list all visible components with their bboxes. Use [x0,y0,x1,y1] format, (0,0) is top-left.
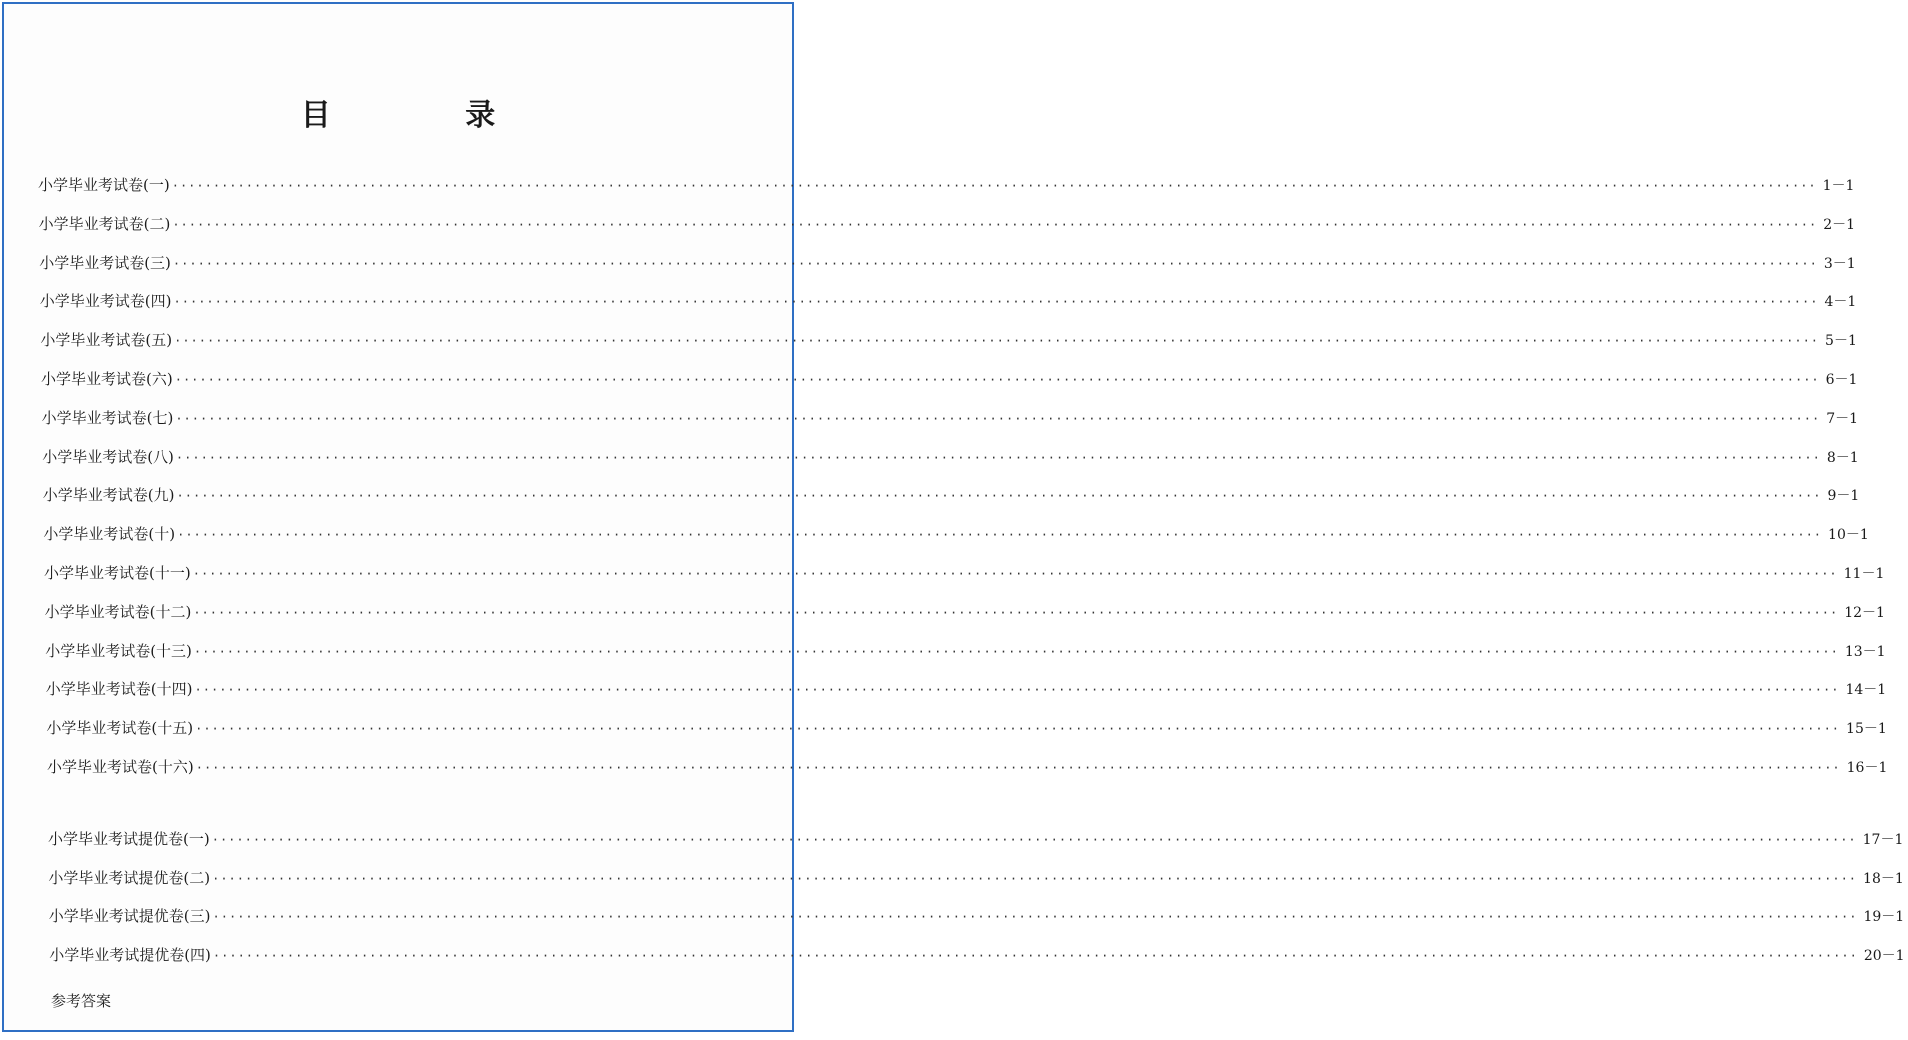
toc-entry[interactable] [41,368,1858,390]
toc-entry-title: 小学毕业考试卷(五) [40,331,173,350]
toc-entry[interactable] [44,562,1885,584]
toc-entry-page: 12－1 [1844,604,1885,621]
toc-entry-page: 3－1 [1823,255,1856,272]
toc-entry-page: 1－1 [1822,178,1855,194]
dot-leader: ········································································································································································································ [195,722,1841,737]
toc-entry-title: 小学毕业考试卷(九) [42,486,175,505]
toc-entry-title: 小学毕业考试卷(三) [39,253,171,272]
dot-leader: ········································································································································································································ [177,528,1823,543]
toc-entry-title: 小学毕业考试卷(十) [43,525,176,544]
toc-entry[interactable] [38,213,1856,235]
toc-entry[interactable] [47,756,1888,778]
toc-entry-page: 18－1 [1863,870,1904,887]
toc-entry-title: 小学毕业考试卷(十五) [46,719,194,738]
toc-entry-page: 17－1 [1862,832,1904,848]
dot-leader: ········································································································································································································ [212,910,1858,924]
dot-leader: ········································································································································································································ [174,373,1820,387]
toc-entry-page: 13－1 [1844,643,1886,660]
toc-entry-title: 小学毕业考试卷(二) [38,214,171,233]
toc-entry-page: 11－1 [1843,566,1885,582]
document-page [2,2,1905,1032]
toc-entry-title: 小学毕业考试卷(十三) [45,641,192,660]
dot-leader: ········································································································································································································ [212,948,1858,963]
toc-entry-title: 小学毕业考试提优卷(三) [48,907,211,925]
toc-entry-page: 16－1 [1846,760,1888,776]
toc-entry[interactable] [49,944,1905,966]
toc-entry[interactable] [45,640,1886,662]
dot-leader: ········································································································································································································ [194,683,1840,698]
toc-entry-page: 10－1 [1828,527,1869,544]
dot-leader: ········································································································································································································ [174,334,1820,349]
toc-entry[interactable] [42,446,1859,468]
toc-entry-page: 14－1 [1845,682,1887,699]
dot-leader: ········································································································································································································ [171,179,1817,193]
toc-entry[interactable] [48,867,1904,889]
toc-entry[interactable] [48,905,1905,927]
toc-entry-title: 小学毕业考试提优卷(一) [48,830,210,848]
toc-entry-page: 15－1 [1846,721,1887,738]
toc-entry-title: 小学毕业考试卷(一) [38,176,170,194]
dot-leader: ········································································································································································································ [175,411,1821,426]
toc-entry-page: 5－1 [1825,333,1857,350]
dot-leader: ········································································································································································································ [212,871,1858,886]
toc-entry-title: 小学毕业考试卷(七) [41,408,174,427]
dot-leader: ········································································································································································································ [172,217,1818,232]
dot-leader: ········································································································································································································ [195,761,1841,775]
toc-entry[interactable] [38,174,1855,196]
toc-entry[interactable] [41,407,1859,429]
toc-entry-page: 6－1 [1825,372,1858,388]
toc-entry-title: 小学毕业考试卷(十一) [44,564,191,582]
toc-entry-page: 9－1 [1827,488,1860,505]
toc-entry[interactable] [40,329,1857,351]
dot-leader: ········································································································································································································ [193,605,1839,620]
toc-entry-title: 小学毕业考试提优卷(四) [49,945,211,964]
dot-leader: ········································································································································································································ [192,567,1838,581]
answers-entry: 参考答案 [51,992,112,1010]
toc-entry-page: 7－1 [1826,410,1859,427]
dot-leader: ········································································································································································································ [176,489,1822,504]
toc-entry[interactable] [42,484,1860,506]
toc-entry-page: 2－1 [1823,216,1856,233]
toc-entry-page: 4－1 [1824,294,1857,311]
toc-entry-page: 8－1 [1826,449,1859,466]
dot-leader: ········································································································································································································ [172,256,1818,271]
dot-leader: ········································································································································································································ [175,450,1821,465]
dot-leader: ········································································································································································································ [193,644,1839,659]
toc-entry[interactable] [43,523,1869,545]
table-of-contents [4,4,1905,1030]
toc-entry-title: 小学毕业考试卷(十六) [47,758,194,776]
toc-entry[interactable] [44,601,1885,623]
toc-entry-title: 小学毕业考试卷(六) [41,370,173,388]
dot-leader: ········································································································································································································ [173,295,1819,310]
toc-entry[interactable] [46,717,1887,739]
toc-entry-page: 20－1 [1863,947,1905,964]
toc-entry-title: 小学毕业考试卷(八) [42,447,174,466]
toc-entry[interactable] [39,252,1856,274]
toc-entry-title: 小学毕业考试卷(四) [39,292,172,311]
toc-entry[interactable] [45,678,1887,700]
toc-entry-title: 小学毕业考试提优卷(二) [48,868,211,887]
page-title: 目 录 [300,98,558,133]
toc-entry-title: 小学毕业考试卷(十二) [44,602,192,621]
toc-entry[interactable] [39,290,1857,312]
toc-entry-title: 小学毕业考试卷(十四) [45,680,193,699]
toc-entry[interactable] [48,828,1904,850]
dot-leader: ········································································································································································································ [211,833,1857,847]
toc-entry-page: 19－1 [1863,909,1905,925]
